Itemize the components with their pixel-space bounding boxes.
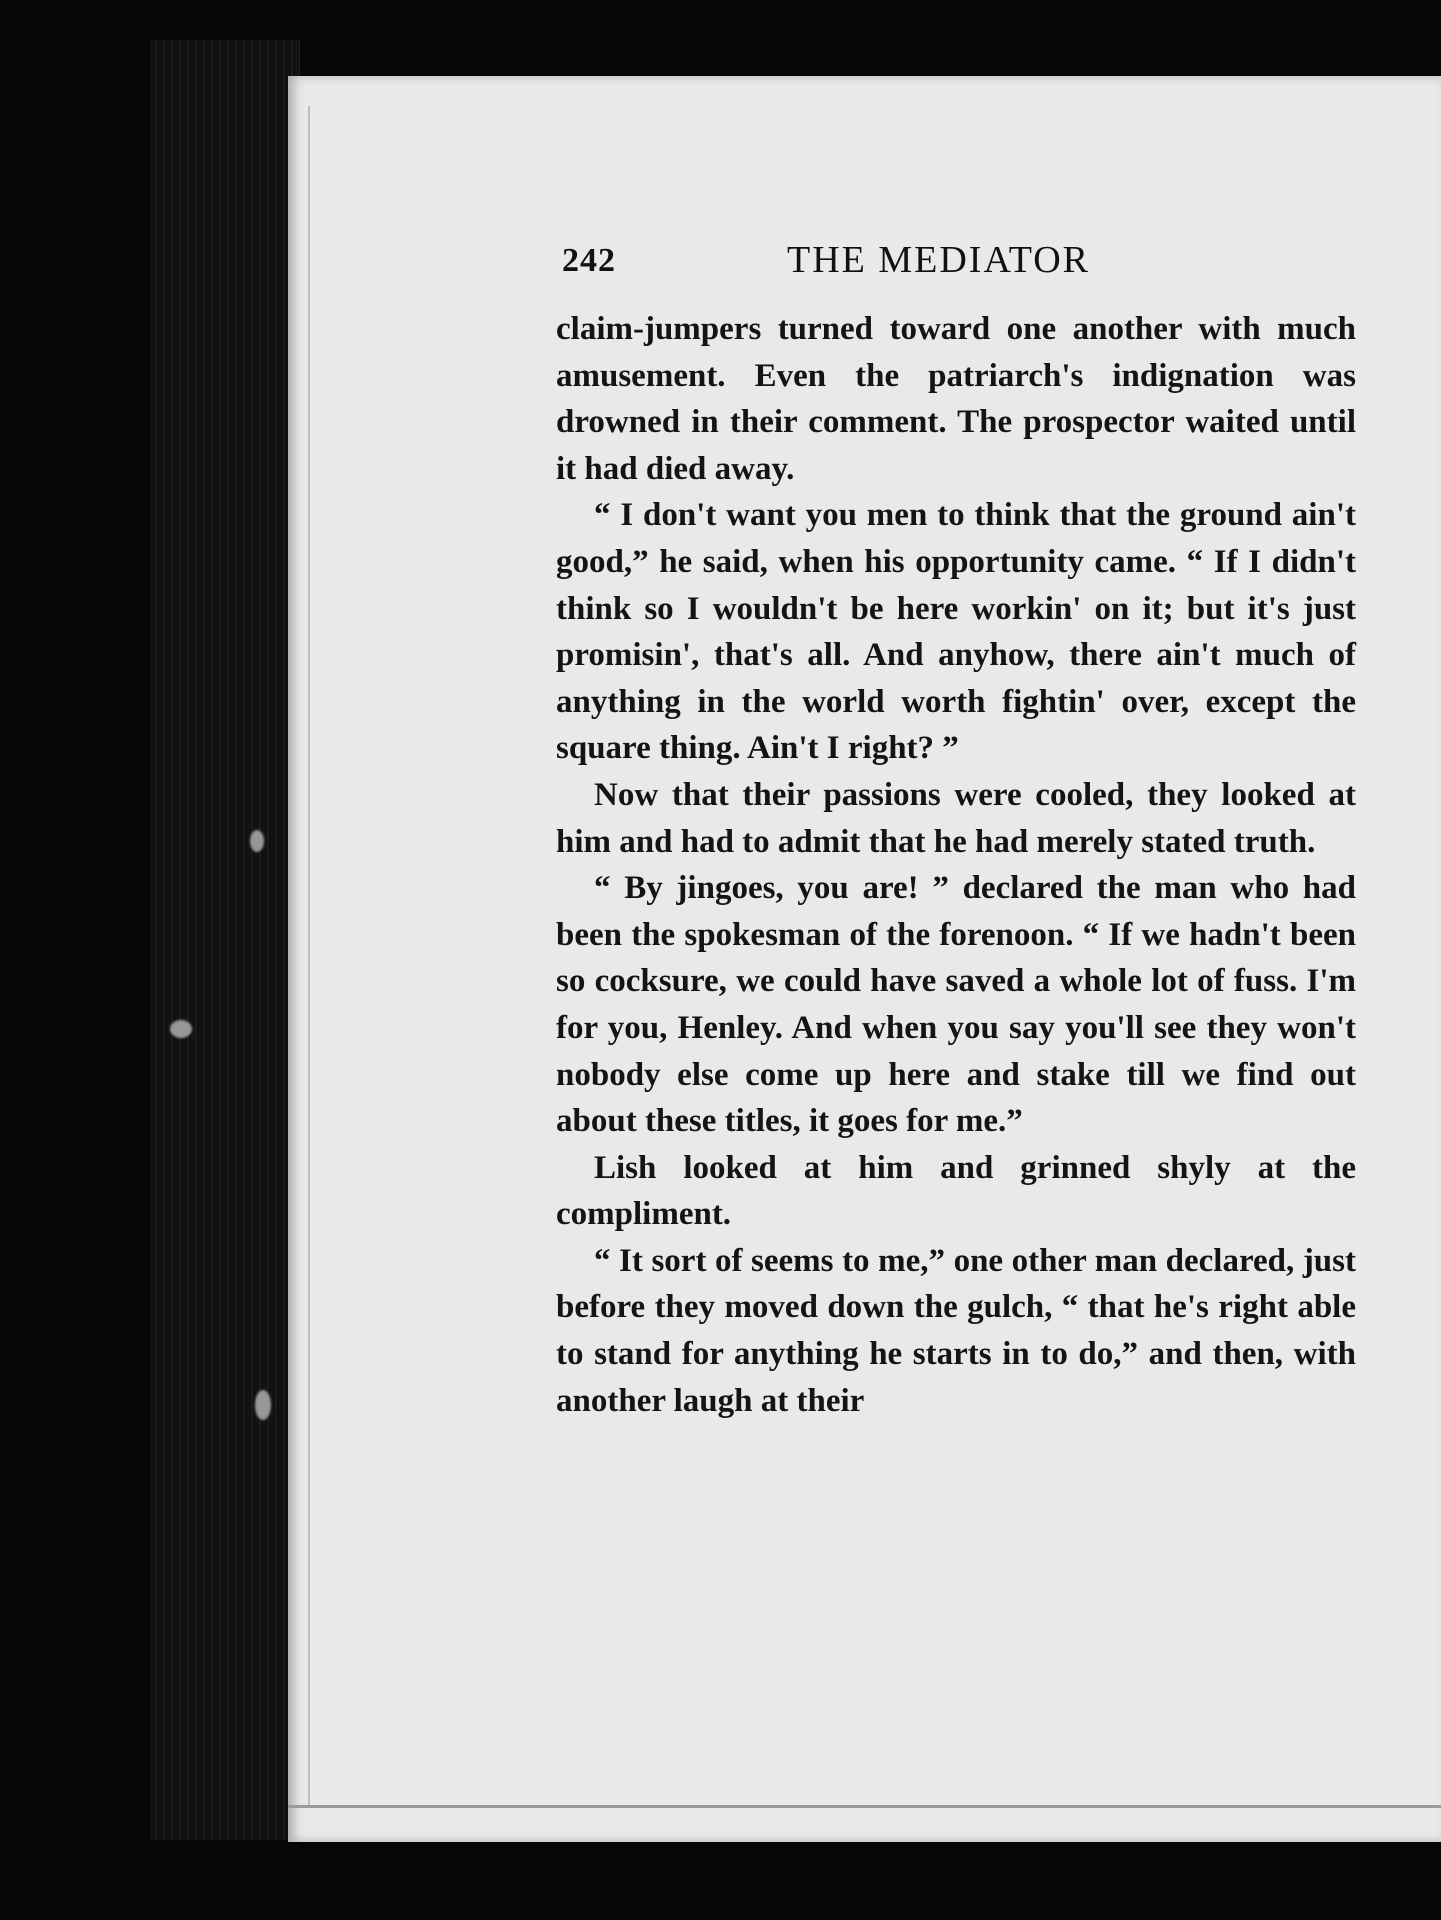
paragraph: claim-jumpers turned toward one another with much amusement. Even the patriarch's indignation was drowned in their comment. The prospector waited until it had died away. [556, 311, 1356, 487]
paragraph: “ By jingoes, you are! ” declared the man who had been the spokesman of the forenoon. “ If we hadn't been so cocksure, we could have saved a whole lot of fuss. I'm for you, Henley. And when you say you'll see they won't nobody else come up here and stake till we find out about these titles, it goes for me.” [556, 870, 1356, 1140]
page-gutter-line [308, 106, 310, 1806]
paragraph: Lish looked at him and grinned shyly at the compliment. [556, 1149, 1356, 1233]
scan-speck [250, 830, 264, 852]
running-head: THE MEDIATOR [787, 239, 1091, 281]
scan-speck [170, 1020, 192, 1038]
page-header [562, 238, 1362, 288]
paragraph: Now that their passions were cooled, they looked at him and had to admit that he had merely stated truth. [556, 776, 1356, 860]
scan-speck [255, 1390, 271, 1420]
page-number: 242 [562, 242, 616, 279]
body-text [556, 306, 1356, 1424]
page-bottom-line [288, 1805, 1441, 1808]
paragraph: “ It sort of seems to me,” one other man declared, just before they moved down the gulch, “ that he's right able to stand for anything he starts in to do,” and then, with another laugh at their [556, 1242, 1356, 1419]
paragraph: “ I don't want you men to think that the ground ain't good,” he said, when his opportunity came. “ If I didn't think so I wouldn't be here workin' on it; but it's just promisin', that's all. And anyhow, there ain't much of anything in the world worth fightin' over, except the square thing. Ain't I right? ” [556, 497, 1356, 767]
book-edge [150, 40, 300, 1840]
